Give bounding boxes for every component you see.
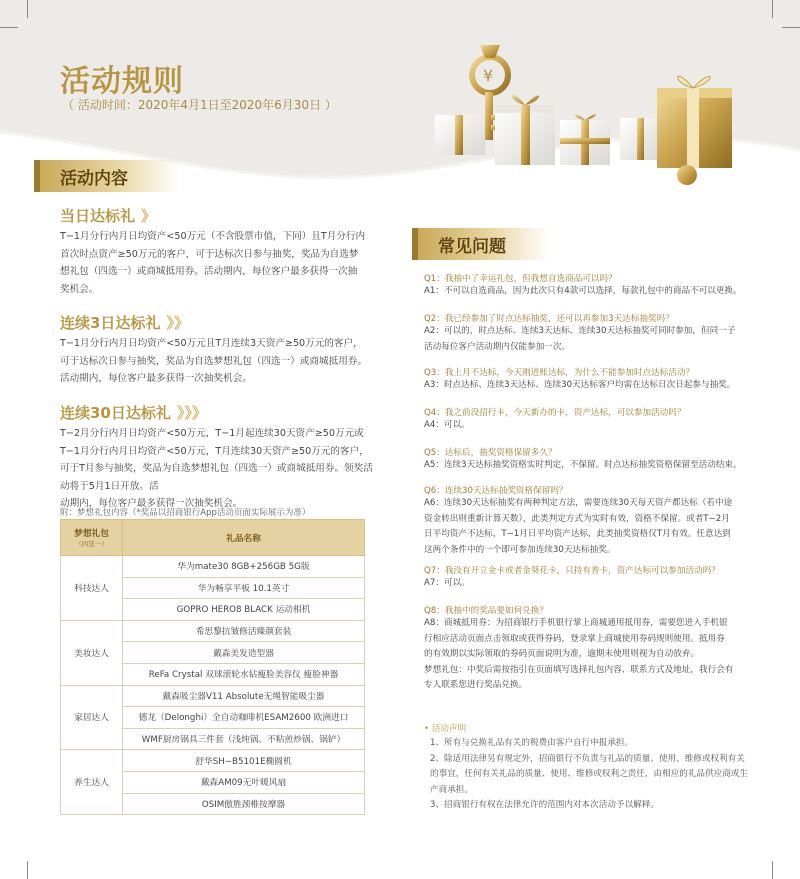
text-line: A5：连续3天达标抽奖资格实时判定，不保留。时点达标抽奖资格保留至活动结束。: [424, 460, 742, 470]
faq-question: Q4：我之前没招行卡，今天新办的卡，资产达标，可以参加活动吗？: [424, 408, 686, 418]
prize-cell: 戴森吸尘器V11 Absolute无绳智能吸尘器: [123, 685, 365, 707]
chevron-right-icon: 》: [141, 207, 157, 225]
prize-cell: 戴森AM09无叶暖风扇: [123, 771, 365, 793]
rule-title-text: 当日达标礼: [60, 207, 136, 225]
gold-ball-icon: [677, 165, 697, 185]
header-sublabel: （四选一）: [75, 540, 108, 548]
chevron-right-icon: 》》: [166, 314, 189, 332]
faq-answer: [424, 284, 754, 300]
prize-cell: 希思黎抗皱修活臻颜套装: [123, 620, 365, 642]
rule-text-30day: [60, 425, 380, 513]
prize-cell: ReFa Crystal 双球滚轮水钻瘦脸美容仪 瘦脸神器: [123, 663, 365, 685]
text-line: A4：可以。: [424, 420, 470, 430]
text-line: A6：连续30天达标抽奖有两种判定方法，需要连续30天每天资产都达标（若中途: [424, 498, 733, 508]
gift-box-icon: [657, 76, 732, 168]
declaration-text: [430, 736, 760, 814]
crop-mark: [0, 861, 28, 879]
chevron-right-icon: 》》》: [176, 404, 207, 422]
rule-title-text: 连续30日达标礼: [60, 404, 171, 422]
text-line: T−1月分行内月日均资产<50万元（不含股票市值，下同）且T月分行内: [60, 231, 366, 242]
section-tab-faq: [418, 228, 550, 260]
text-line: 2、除适用法律另有规定外，招商银行不负责与礼品的质量、使用、维修或权利有关: [430, 753, 745, 764]
text-line: 资金转出则重新计算天数），此类判定方式为实时有效，资格不保留。或者T−2月: [424, 513, 730, 524]
crop-mark: [772, 861, 800, 879]
section-tab-label: 活动内容: [60, 168, 128, 189]
gift-box-icon: [620, 118, 662, 160]
text-line: 首次时点资产≥50万元的客户，可于达标次日参与抽奖，奖品为自选梦: [60, 248, 359, 260]
text-line: 的有效期以实际领取的券码页面说明为准，逾期未使用则视为自动放弃。: [424, 649, 700, 659]
prize-cell: OSIM傲胜颈椎按摩器: [123, 793, 365, 815]
text-line: 想礼包（四选一）或商城抵用券。活动期内，每位客户最多获得一次抽: [60, 266, 358, 277]
text-line: A1：不可以自选商品，因为此次只有4款可以选择，每款礼包中的商品不可以更换。: [424, 286, 742, 296]
crop-mark: [782, 0, 800, 28]
text-line: 动期内，每位客户最多获得一次抽奖机会。: [60, 498, 243, 509]
prize-cell: 舒华SH−B5101E椭圆机: [123, 750, 365, 772]
text-line: A7：可以。: [424, 578, 470, 588]
rule-title-3day: [60, 312, 189, 333]
faq-answer: [424, 496, 754, 558]
gift-table: [60, 519, 365, 815]
table-row: [61, 556, 365, 578]
text-line: 1、所有与兑换礼品有关的税费由客户自行申报承担。: [430, 738, 634, 748]
text-line: 可于达标次日参与抽奖，奖品为自选梦想礼包（四选一）或商城抵用券。: [60, 355, 367, 367]
declaration-title: • 活动声明: [424, 724, 467, 734]
crop-mark: [0, 0, 18, 28]
faq-answer: [424, 378, 754, 394]
category-cell: 家居达人: [61, 685, 123, 750]
faq-question: Q2：我已经参加了时点达标抽奖，还可以再参加3天达标抽奖吗？: [424, 314, 674, 324]
gift-box-icon: [435, 115, 485, 155]
prize-cell: 德龙（Delonghi）全自动咖啡机ESAM2600 欧洲进口: [123, 707, 365, 729]
prize-cell: 戴森美发造型器: [123, 642, 365, 664]
faq-answer: [424, 418, 754, 434]
faq-question: Q3：我上月不达标，今天刚进账达标，为什么不能参加时点达标活动？: [424, 368, 695, 378]
rule-text-3day: [60, 335, 380, 388]
prize-cell: WMF厨房锅具三件套（浅炖锅、不粘煎炒锅、锅铲）: [123, 728, 365, 750]
table-header-row: [61, 520, 365, 556]
text-line: 专人联系您进行奖品兑换。: [424, 680, 528, 690]
text-line: T−2月分行内月日均资产<50万元，T−1月起连续30天资产≥50万元或: [60, 428, 364, 439]
tab-notch: [412, 228, 418, 260]
category-cell: 科技达人: [61, 556, 123, 621]
text-line: 3、招商银行有权在法律允许的范围内对本次活动予以解释。: [430, 800, 659, 810]
activity-period: （ 活动时间：2020年4月1日至2020年6月30日 ）: [62, 98, 337, 112]
text-line: T−1月分行内月日均资产<50万元，T月连续30天资产≥50万元的客户，: [60, 445, 369, 457]
text-line: 梦想礼包：中奖后需按指引在页面填写选择礼包内容、联系方式及地址，我行会有: [424, 664, 734, 675]
text-line: T−1月分行内月日均资产<50万元且T月连续3天资产≥50万元的客户，: [60, 338, 363, 349]
section-tab-content: [40, 160, 180, 192]
gift-box-icon: [495, 95, 555, 165]
prize-cell: GOPRO HERO8 BLACK 运动相机: [123, 599, 365, 621]
table-row: [61, 620, 365, 642]
category-cell: 养生达人: [61, 750, 123, 815]
text-line: 奖机会。: [60, 283, 99, 295]
faq-question: Q5：达标后，抽奖资格保留多久？: [424, 448, 557, 458]
text-line: 活动每位客户活动期内仅能参加一次。: [424, 341, 571, 352]
rule-title-daily: [60, 205, 156, 226]
prize-cell: 华为mate30 8GB+256GB 5G版: [123, 556, 365, 578]
table-row: [61, 750, 365, 772]
faq-answer: [424, 576, 754, 592]
rule-title-text: 连续3日达标礼: [60, 314, 161, 332]
faq-question: Q8：我抽中的奖品要如何兑换？: [424, 606, 548, 616]
text-line: 活动期内，每位客户最多获得一次抽奖机会。: [60, 373, 252, 384]
faq-answer: [424, 324, 754, 355]
svg-text:¥: ¥: [483, 66, 494, 85]
faq-answer: [424, 616, 754, 694]
text-line: A3：时点达标、连续3天达标、连续30天达标客户均需在达标日次日起参与抽奖。: [424, 380, 736, 390]
header-label: 梦想礼包: [74, 529, 109, 539]
faq-question: Q7：我没有开立金卡或者金葵花卡，只持有普卡，资产达标可以参加活动吗？: [424, 566, 720, 576]
rule-text-daily: [60, 228, 380, 298]
faq-question: Q6：连续30天达标抽奖资格保留吗？: [424, 486, 568, 496]
rule-title-30day: [60, 402, 207, 423]
text-line: A2：可以的，时点达标、连续3天达标、连续30天达标抽奖可同时参加，但同一子: [424, 326, 736, 336]
table-header-category: [61, 520, 123, 556]
text-line: 产商承担。: [430, 784, 473, 795]
text-line: 这两个条件中的一个即可参加连续30天达标抽奖。: [424, 544, 616, 555]
table-header-prize: 礼品名称: [123, 520, 365, 556]
text-line: 日平均资产不达标，T−1月日平均资产达标，此类抽奖资格仅T月有效。任意达到: [424, 529, 731, 539]
text-line: 行相应活动页面点击领取或获得券码，登录掌上商城使用券码规则使用。抵用券: [424, 633, 725, 644]
section-tab-label: 常见问题: [438, 236, 506, 257]
table-note: 附：梦想礼包内容（*奖品以招商银行App活动页面实际展示为准）: [60, 508, 311, 518]
gifts-illustration: [425, 20, 745, 185]
category-cell: 美妆达人: [61, 620, 123, 685]
faq-answer: [424, 458, 754, 474]
prize-cell: 华为畅享平板 10.1英寸: [123, 577, 365, 599]
text-line: A8：商城抵用券：为招商银行手机银行掌上商城通用抵用券，需要您进入手机银: [424, 618, 728, 628]
faq-question: Q1：我抽中了幸运礼包，但我想自选商品可以吗？: [424, 274, 617, 284]
tab-notch: [34, 160, 40, 192]
table-row: [61, 685, 365, 707]
page-title: 活动规则: [60, 64, 184, 99]
text-line: 的事宜，任何有关礼品的质量、使用、维修或权利之责任，由相应的礼品供应商或生: [430, 769, 748, 779]
gift-box-icon: [560, 114, 610, 165]
text-line: 可于T月参与抽奖，奖品为自选梦想礼包（四选一）或商城抵用券。领奖活动将于5月1日开放。活: [60, 463, 373, 492]
